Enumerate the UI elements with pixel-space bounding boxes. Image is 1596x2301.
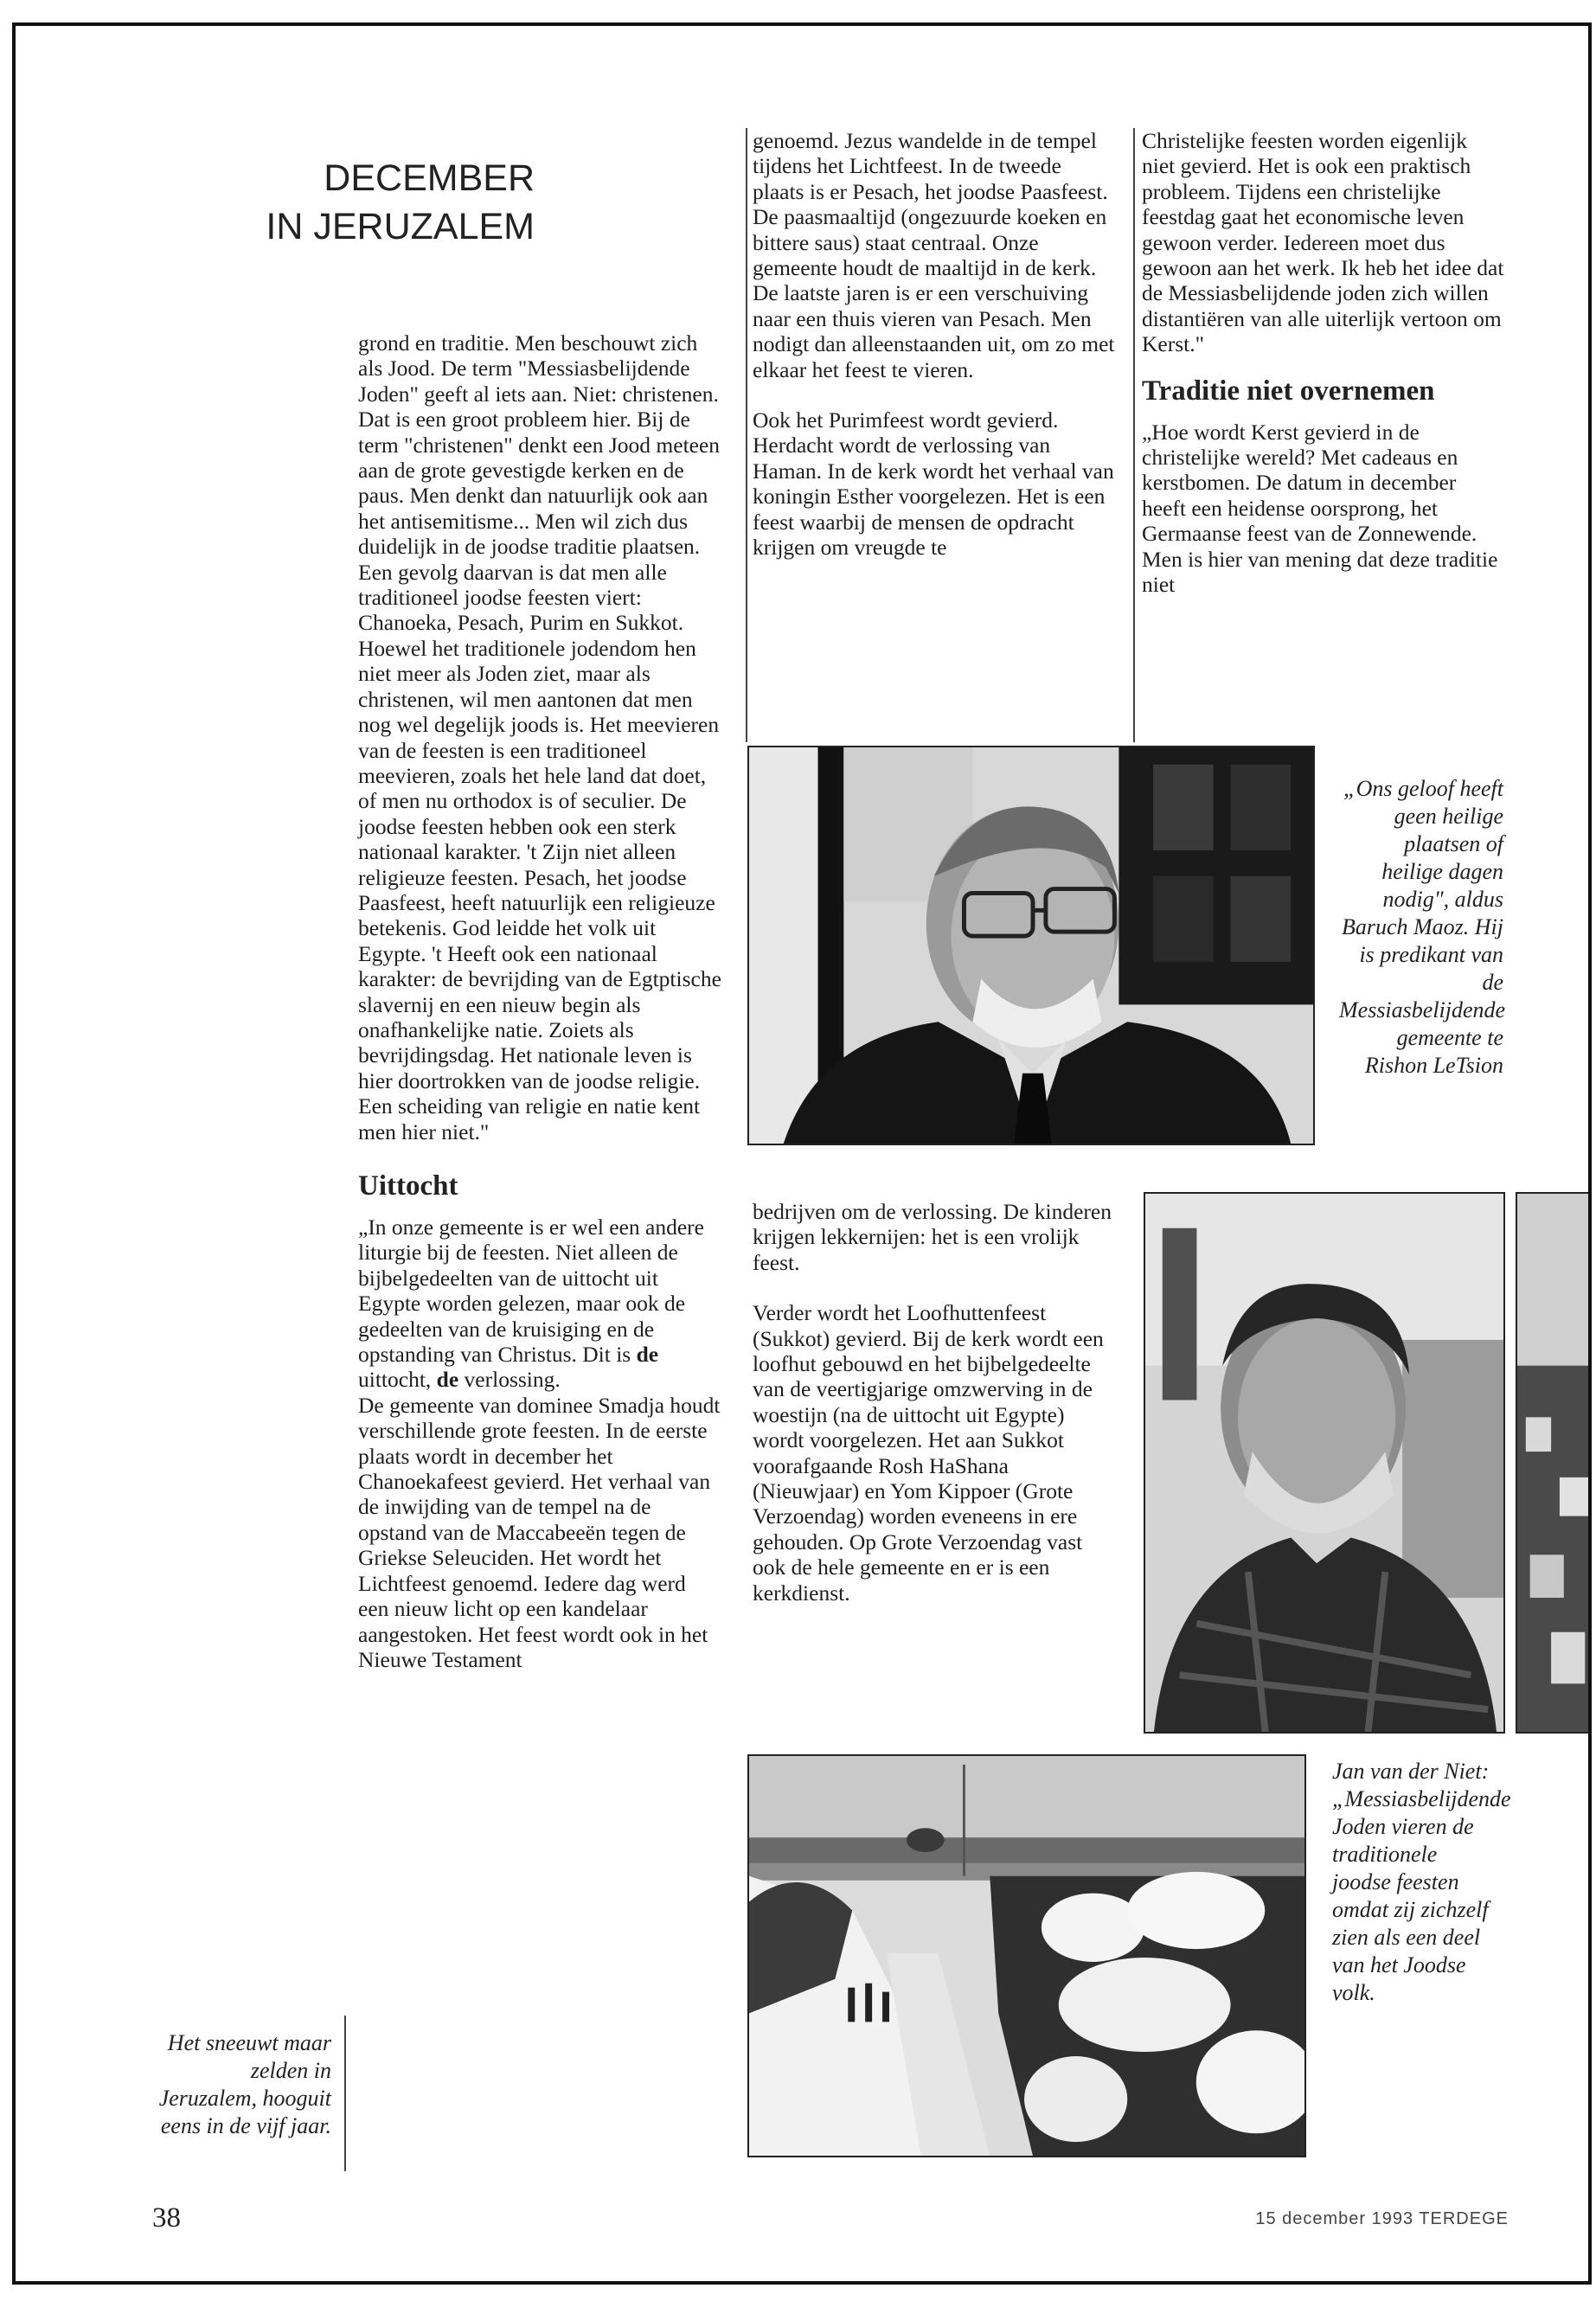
photo-jerusalem-strip [1516, 1192, 1592, 1734]
col1-paragraph-3: De gemeente van dominee Smadja houdt verschillende grote feesten. In de eerste plaats wordt in december het Chanoekafeest gevierd. Het verhaal van de inwijding van de tempel na de opstand van de Maccabeeën tegen de Griekse Seleuciden. Het wordt het Lichtfeest genoemd. Iedere dag werd een nieuw licht op een kandelaar aangestoken. Het feest wordt ook in het Nieuwe Testament [358, 1392, 721, 1672]
col2-paragraph-2: Ook het Purimfeest wordt gevierd. Herdacht wordt de verlossing van Haman. In de kerk wordt het verhaal van koningin Esther voorgelezen. Het is een feest waarbij de mensen de opdracht krijgen om vreugde te [753, 407, 1114, 561]
col1-p2-text-a: „In onze gemeente is er wel een andere liturgie bij de feesten. Niet alleen de bijbelgedeelten van de uittocht uit Egypte worden gelezen, maar ook de gedeelten van de kruisiging en de opstanding van Christus. Dit is [358, 1215, 704, 1368]
col2-paragraph-3: bedrijven om de verlossing. De kinderen krijgen lekkernijen: het is een vrolijk feest. [753, 1199, 1112, 1275]
title-line-2: IN JERUZALEM [266, 206, 535, 247]
column-3-top [1142, 128, 1505, 623]
column-2-bottom [753, 1199, 1114, 1631]
caption-jan-van-der-niet: Jan van der Niet: „Messiasbelijdende Joden vieren de traditionele joodse feesten omdat zij zichzelf zien als een deel van het Joodse volk. [1332, 1759, 1511, 2005]
title-line-1: DECEMBER [324, 157, 535, 199]
caption-baruch-maoz: „Ons geloof heeft geen heilige plaatsen of heilige dagen nodig", aldus Baruch Maoz. Hij is predikant van de Messiasbelijdende gemeente te Rishon LeTsion [1339, 776, 1506, 1078]
col1-p2-text-c: uittocht, [358, 1367, 437, 1393]
col1-p2-bold-2: de [436, 1367, 459, 1393]
page-number: 38 [152, 2202, 181, 2234]
column-rule-2 [746, 128, 747, 742]
col1-p2-text-e: verlossing. [458, 1367, 561, 1393]
issue-date-source: 15 december 1993 TERDEGE [1255, 2209, 1509, 2228]
col2-paragraph-4: Verder wordt het Loofhuttenfeest (Sukkot) gevierd. Bij de kerk wordt een loofhut gebouwd en het bijbelgedeelte van de veertigjarige omzwerving in de woestijn (na de uittocht uit Egypte) wordt voorgelezen. Het aan Sukkot voorafgaande Rosh HaShana (Nieuwjaar) en Yom Kippoer (Grote Verzoendag) worden eveneens in ere gehouden. Op Grote Verzoendag vast ook de hele gemeente en er is een kerkdienst. [753, 1300, 1104, 1606]
photo-snowy-jerusalem [747, 1754, 1306, 2157]
heading-uittocht: Uittocht [358, 1170, 458, 1202]
col3-paragraph-2: „Hoe wordt Kerst gevierd in de christelijke wereld? Met cadeaus en kerstbomen. De datum in december heeft een heidense oorsprong, het Germaanse feest van de Zonnewende. Men is hier van mening dat deze traditie niet [1142, 419, 1498, 598]
article-title [137, 154, 535, 251]
photo-jan-van-der-niet [1144, 1192, 1505, 1734]
column-rule-3 [1133, 128, 1135, 742]
column-rule-1 [344, 2016, 346, 2171]
caption-snow: Het sneeuwt maar zelden in Jeruzalem, hooguit eens in de vijf jaar. [158, 2030, 331, 2138]
col2-paragraph-1: genoemd. Jezus wandelde in de tempel tijdens het Lichtfeest. In de tweede plaats is er Pesach, het joodse Paasfeest. De paasmaaltijd (ongezuurde koeken en bittere saus) staat centraal. Onze gemeente houdt de maaltijd in de kerk. De laatste jaren is er een verschuiving naar een thuis vieren van Pesach. Men nodigt dan alleenstaanden uit, om zo met elkaar het feest te vieren. [753, 128, 1115, 382]
column-2-top [753, 128, 1116, 586]
heading-traditie: Traditie niet overnemen [1142, 375, 1435, 407]
col3-paragraph-1: Christelijke feesten worden eigenlijk niet gevierd. Het is ook een praktisch probleem. Tijdens een christelijke feestdag gaat het economische leven gewoon verder. Iedereen moet dus gewoon aan het werk. Ik heb het idee dat de Messiasbelijdende joden zich willen distantiëren van alle uiterlijk vertoon om Kerst." [1142, 128, 1504, 357]
col1-paragraph-1: grond en traditie. Men beschouwt zich als Jood. De term "Messiasbelijdende Joden" geeft al iets aan. Niet: christenen. Dat is een groot probleem hier. Bij de term "christenen" denkt een Jood meteen aan de grote gevestigde kerken en de paus. Men denkt dan natuurlijk ook aan het antisemitisme... Men wil zich dus duidelijk in de joodse traditie plaatsen. Een gevolg daarvan is dat men alle traditioneel joodse feesten viert: Chanoeka, Pesach, Purim en Sukkot. Hoewel het traditionele jodendom hen niet meer als Joden ziet, maar als christenen, wil men aantonen dat men nog wel degelijk joods is. Het meevieren van de feesten is een traditioneel meevieren, zoals het hele land dat doet, of men nu orthodox is of seculier. De joodse feesten hebben ook een sterk nationaal karakter. 't Zijn niet alleen religieuze feesten. Pesach, het joodse Paasfeest, heeft natuurlijk een religieuze betekenis. God leidde het volk uit Egypte. 't Heeft ook een nationaal karakter: de bevrijding van de Egtptische slavernij en een nieuw begin als onafhankelijke natie. Zoiets als bevrijdingsdag. Het nationale leven is hier doortrokken van de joodse religie. Een scheiding van religie en natie kent men hier niet." [358, 330, 721, 1144]
col1-p2-bold-1: de [636, 1342, 659, 1368]
column-1 [358, 330, 721, 2173]
magazine-page [12, 22, 1592, 2285]
col1-paragraph-2 [358, 1215, 721, 1393]
photo-baruch-maoz [747, 746, 1315, 1145]
